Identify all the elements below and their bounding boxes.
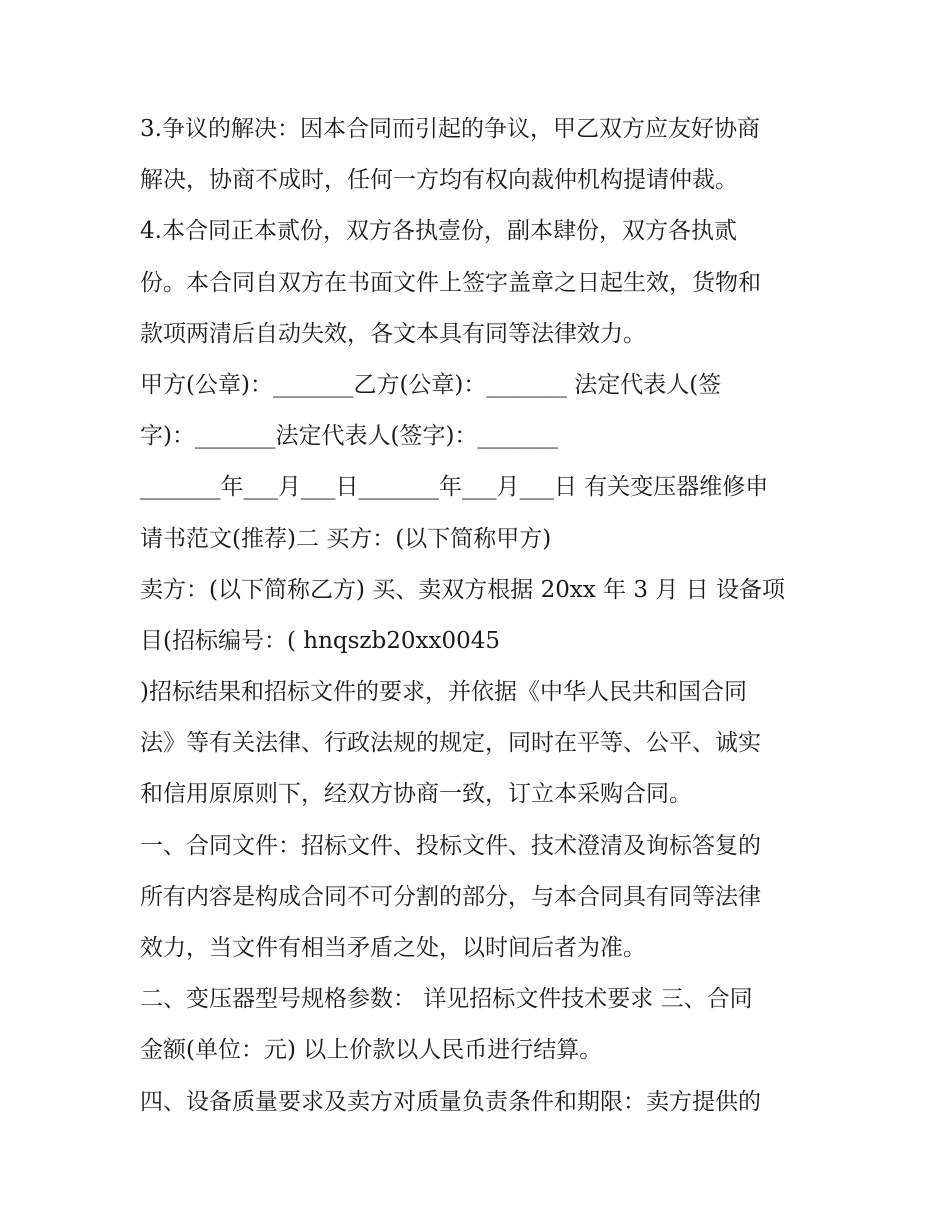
text-line: 解决，协商不成时，任何一方均有权向裁仲机构提请仲裁。: [140, 167, 738, 194]
text-line: 甲方(公章)：_______乙方(公章)：_______ 法定代表人(签: [140, 371, 722, 398]
text-line: 效力，当文件有相当矛盾之处，以时间后者为准。: [140, 935, 646, 961]
text-line: 卖方：(以下简称乙方) 买、卖双方根据 20xx 年 3 月 日 设备项: [140, 576, 785, 603]
text-line: 法》等有关法律、行政法规的规定，同时在平等、公平、诚实: [140, 730, 761, 757]
text-line: 字)：_______法定代表人(签字)：_______: [140, 423, 558, 450]
text-line: 请书范文(推荐)二 买方：(以下简称甲方): [140, 525, 552, 552]
text-line: 4.本合同正本贰份，双方各执壹份，副本肆份，双方各执贰: [140, 218, 737, 245]
text-line: )招标结果和招标文件的要求，并依据《中华人民共和国合同: [140, 679, 747, 706]
text-line: 3.争议的解决：因本合同而引起的争议，甲乙双方应友好协商: [140, 116, 760, 142]
text-line: 和信用原原则下，经双方协商一致，订立本采购合同。: [140, 781, 692, 808]
text-line: 二、变压器型号规格参数： 详见招标文件技术要求 三、合同: [140, 986, 753, 1013]
text-line: 四、设备质量要求及卖方对质量负责条件和期限：卖方提供的: [140, 1088, 761, 1115]
text-line: _______年___月___日_______年___月___日 有关变压器维修申: [140, 474, 769, 501]
contract-text: [140, 104, 830, 1128]
text-line: 份。本合同自双方在书面文件上签字盖章之日起生效，货物和: [140, 269, 761, 296]
text-line: 目(招标编号：( hnqszb20xx0045: [140, 627, 500, 654]
text-line: 所有内容是构成合同不可分割的部分，与本合同具有同等法律: [140, 883, 761, 910]
text-line: 一、合同文件：招标文件、投标文件、技术澄清及询标答复的: [140, 832, 761, 859]
text-line: 金额(单位：元) 以上价款以人民币进行结算。: [140, 1037, 603, 1064]
text-line: 款项两清后自动失效，各文本具有同等法律效力。: [140, 320, 646, 347]
